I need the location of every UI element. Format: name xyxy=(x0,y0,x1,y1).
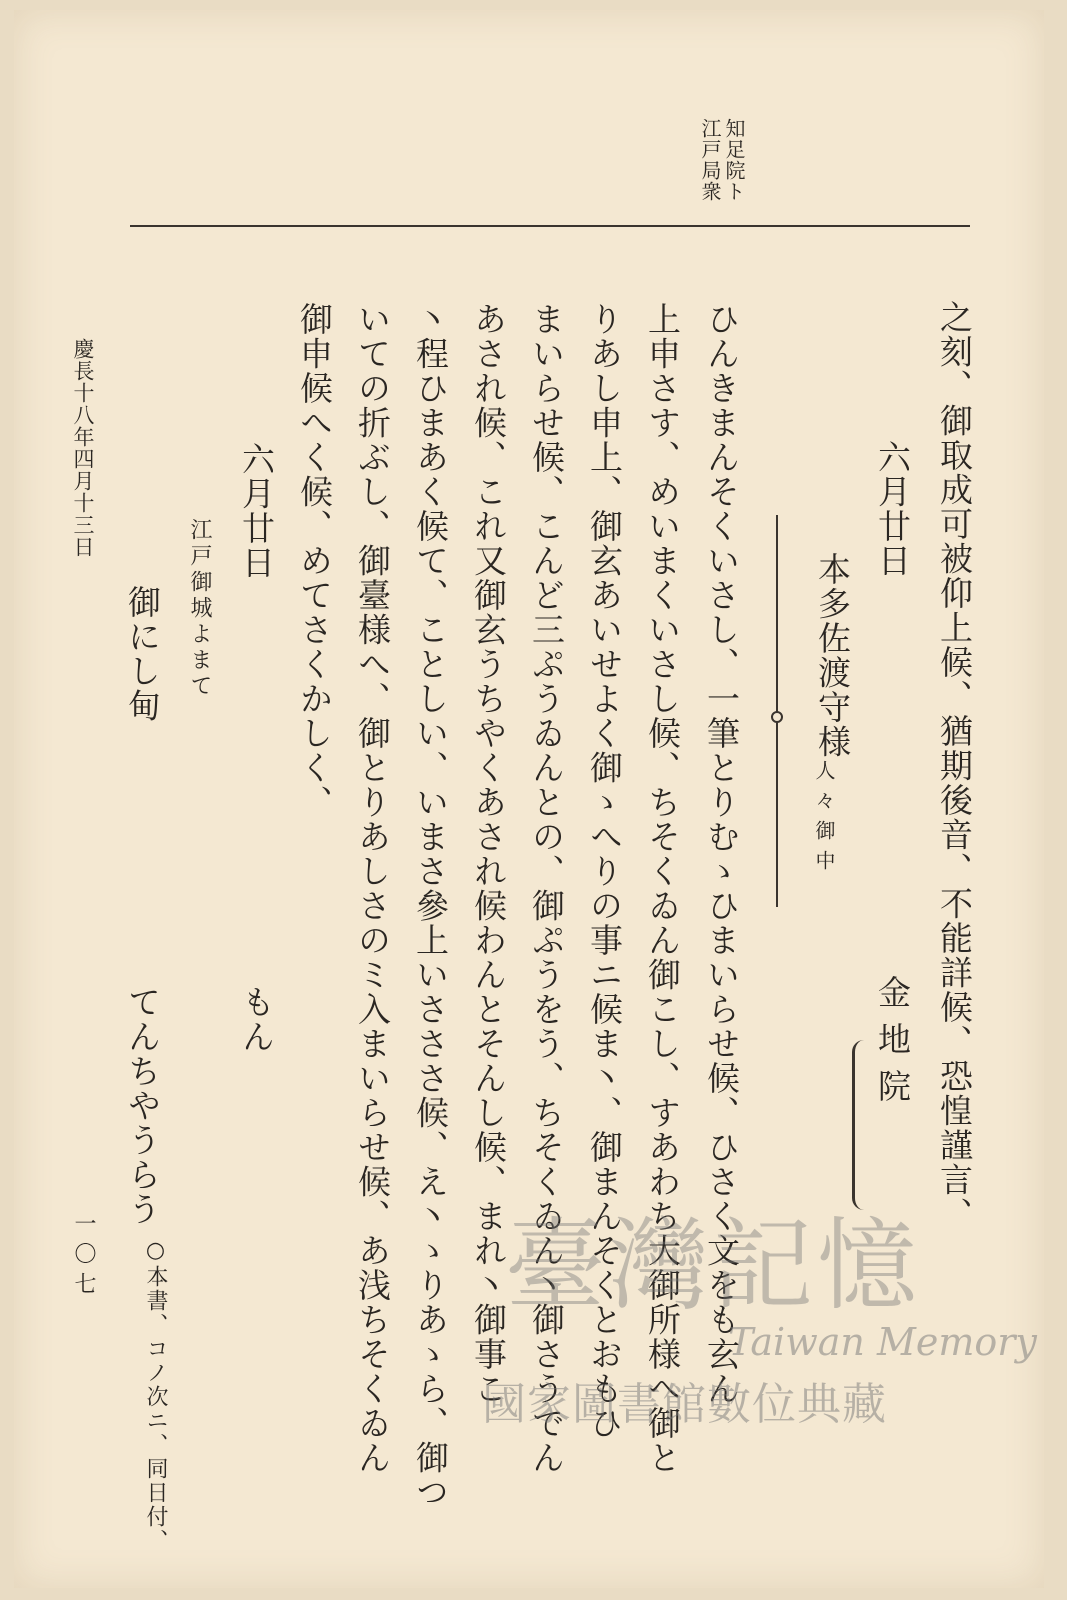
text-column-3: 上申さす、めいまくいさし候、ちそくゐん御こし、すあわち大御所様へ御と xyxy=(643,302,682,1475)
addressee-divider xyxy=(776,515,778,907)
watermark-logo: 臺灣記憶 xyxy=(505,1207,921,1324)
text-column-1: 之刻、御取成可被仰上候、猶期後音、不能詳候、恐惶謹言、 xyxy=(935,300,974,1232)
recipient-name: 御にし甸 xyxy=(123,585,162,723)
header-note-line-1: 知足院ト xyxy=(722,118,746,202)
header-divider xyxy=(130,225,970,227)
text-column-7: 丶程ひまあく候て、ことしい、いまさ參上いさささ候、え丶ゝりあゝら、御つ xyxy=(411,302,450,1510)
text-column-6: あされ候、これ又御玄うちやくあされ候わんとそんし候、まれ丶御事こ xyxy=(469,302,508,1406)
text-column-4: りあし申上、御玄あいせよく御ゝへりの事ニ候ま丶、御まんそくとおもひ xyxy=(585,302,624,1441)
watermark-english: Taiwan Memory xyxy=(728,1320,1037,1364)
addressee-honorific: 人々御中 xyxy=(812,760,836,880)
text-column-9: 御申候へく候、めてさくかしく、 xyxy=(295,302,334,820)
text-column-5: まいらせ候、こんど三ぷうゐんとの、御ぷうをう、ちそくゐん丶御さうでん xyxy=(527,302,566,1475)
editorial-note: ○本書、コノ次ニ、同日付、 xyxy=(143,1238,168,1553)
addressee-name: 本多佐渡守様 xyxy=(813,552,852,759)
closing-word: もん xyxy=(237,985,276,1054)
watermark-chinese: 國家圖書館數位典藏 xyxy=(482,1379,887,1430)
text-column-2: ひんきまんそくいさし、一筆とりむゝひまいらせ候、ひさく文をも玄ん xyxy=(702,302,741,1406)
margin-date: 慶長十八年四月十三日 xyxy=(71,338,95,558)
header-note-line-2: 江戸局衆 xyxy=(698,118,722,202)
date-line-1: 六月廿日 xyxy=(873,440,912,578)
sender-name: 金地院 xyxy=(873,975,912,1116)
page-number: 一〇七 xyxy=(71,1212,96,1302)
date-line-2: 六月廿日 xyxy=(237,442,276,580)
sender-signature: てんちやうらう xyxy=(123,985,162,1227)
text-column-8: いての折ぶし、御臺様へ、御とりあしさのミ入まいらせ候、あ浅ちそくゐん xyxy=(353,302,392,1475)
recipient-location: 江戸御城よまて xyxy=(187,518,212,700)
